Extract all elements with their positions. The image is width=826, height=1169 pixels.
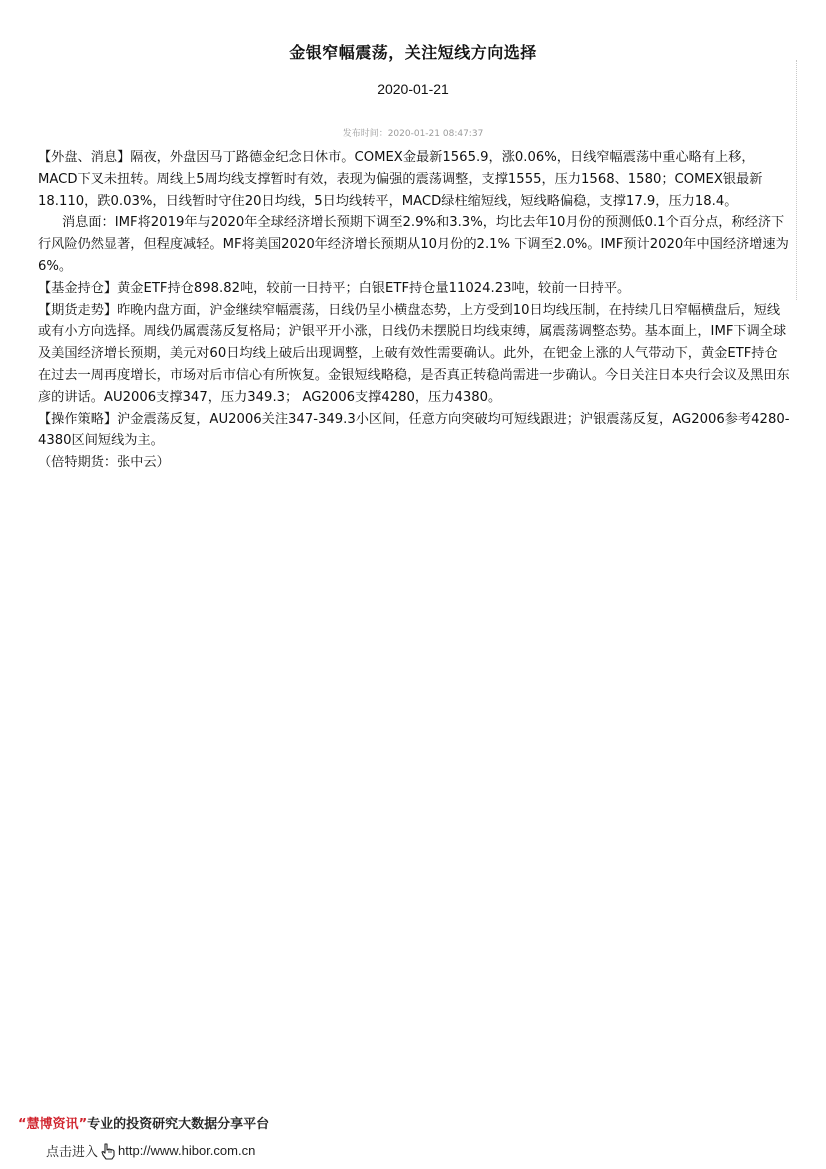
site-url-link[interactable]: http://www.hibor.com.cn <box>118 1143 256 1158</box>
article-title: 金银窄幅震荡，关注短线方向选择 <box>289 43 537 62</box>
margin-divider <box>796 60 797 300</box>
publish-time: 发布时间：2020-01-21 08:47:37 <box>342 129 484 139</box>
quote-close: ” <box>78 1117 88 1132</box>
paragraph-author: （倍特期货：张中云） <box>38 455 170 471</box>
footer-banner <box>18 1113 269 1132</box>
paragraph-futures-trend: 【期货走势】昨晚内盘方面，沪金继续窄幅震荡，日线仍呈小横盘态势，上方受到10日均线压制，在持续几日窄幅横盘后，短线或有小方向选择。周线仍属震荡反复格局；沪银平开小涨，日线仍未摆脱日均线束缚，属震荡调整态势。基本面上，IMF下调全球及美国经济增长预期，美元对60日均线上破后出现调整，上破有效性需要确认。此外，在钯金上涨的人气带动下，黄金ETF持仓在过去一周再度增长，市场对后市信心有所恢复。金银短线略稳，是否真正转稳尚需进一步确认。今日关注日本央行会议及黑田东彦的讲话。AU2006支撑347，压力349.3； AG2006支撑4280，压力4380。 <box>38 302 790 405</box>
paragraph-fund-holdings: 【基金持仓】黄金ETF持仓898.82吨，较前一日持平；白银ETF持仓量11024.23吨，较前一日持平。 <box>38 280 631 296</box>
footer-link-row[interactable] <box>46 1141 255 1160</box>
paragraph-overseas-news: 【外盘、消息】隔夜，外盘因马丁路德金纪念日休市。COMEX金最新1565.9，涨0.06%，日线窄幅震荡中重心略有上移，MACD下叉未扭转。周线上5周均线支撑暂时有效，表现为偏强的震荡调整，支撑1555，压力1568、1580；COMEX银最新18.110，跌0.03%，日线暂时守住20日均线，5日均线转平，MACD绿柱缩短线，短线略偏稳，支撑17.9，压力18.4。 <box>38 150 763 209</box>
article-date: 2020-01-21 <box>377 81 449 97</box>
paragraph-strategy: 【操作策略】沪金震荡反复，AU2006关注347-349.3小区间，任意方向突破均可短线跟进；沪银震荡反复，AG2006参考4280-4380区间短线为主。 <box>38 411 790 449</box>
brand-name: 慧博资讯 <box>26 1117 79 1132</box>
article-body <box>38 147 790 474</box>
paragraph-news: 消息面：IMF将2019年与2020年全球经济增长预期下调至2.9%和3.3%，均比去年10月份的预测低0.1个百分点，称经济下行风险仍然显著，但程度减轻。MF将美国2020年经济增长预期从10月份的2.1% 下调至2.0%。IMF预计2020年中国经济增速为6%。 <box>38 215 789 274</box>
slogan: 专业的投资研究大数据分享平台 <box>87 1117 270 1132</box>
quote-open: “ <box>18 1117 27 1132</box>
enter-label: 点击进入 <box>46 1145 99 1160</box>
pointing-hand-icon <box>99 1142 117 1160</box>
